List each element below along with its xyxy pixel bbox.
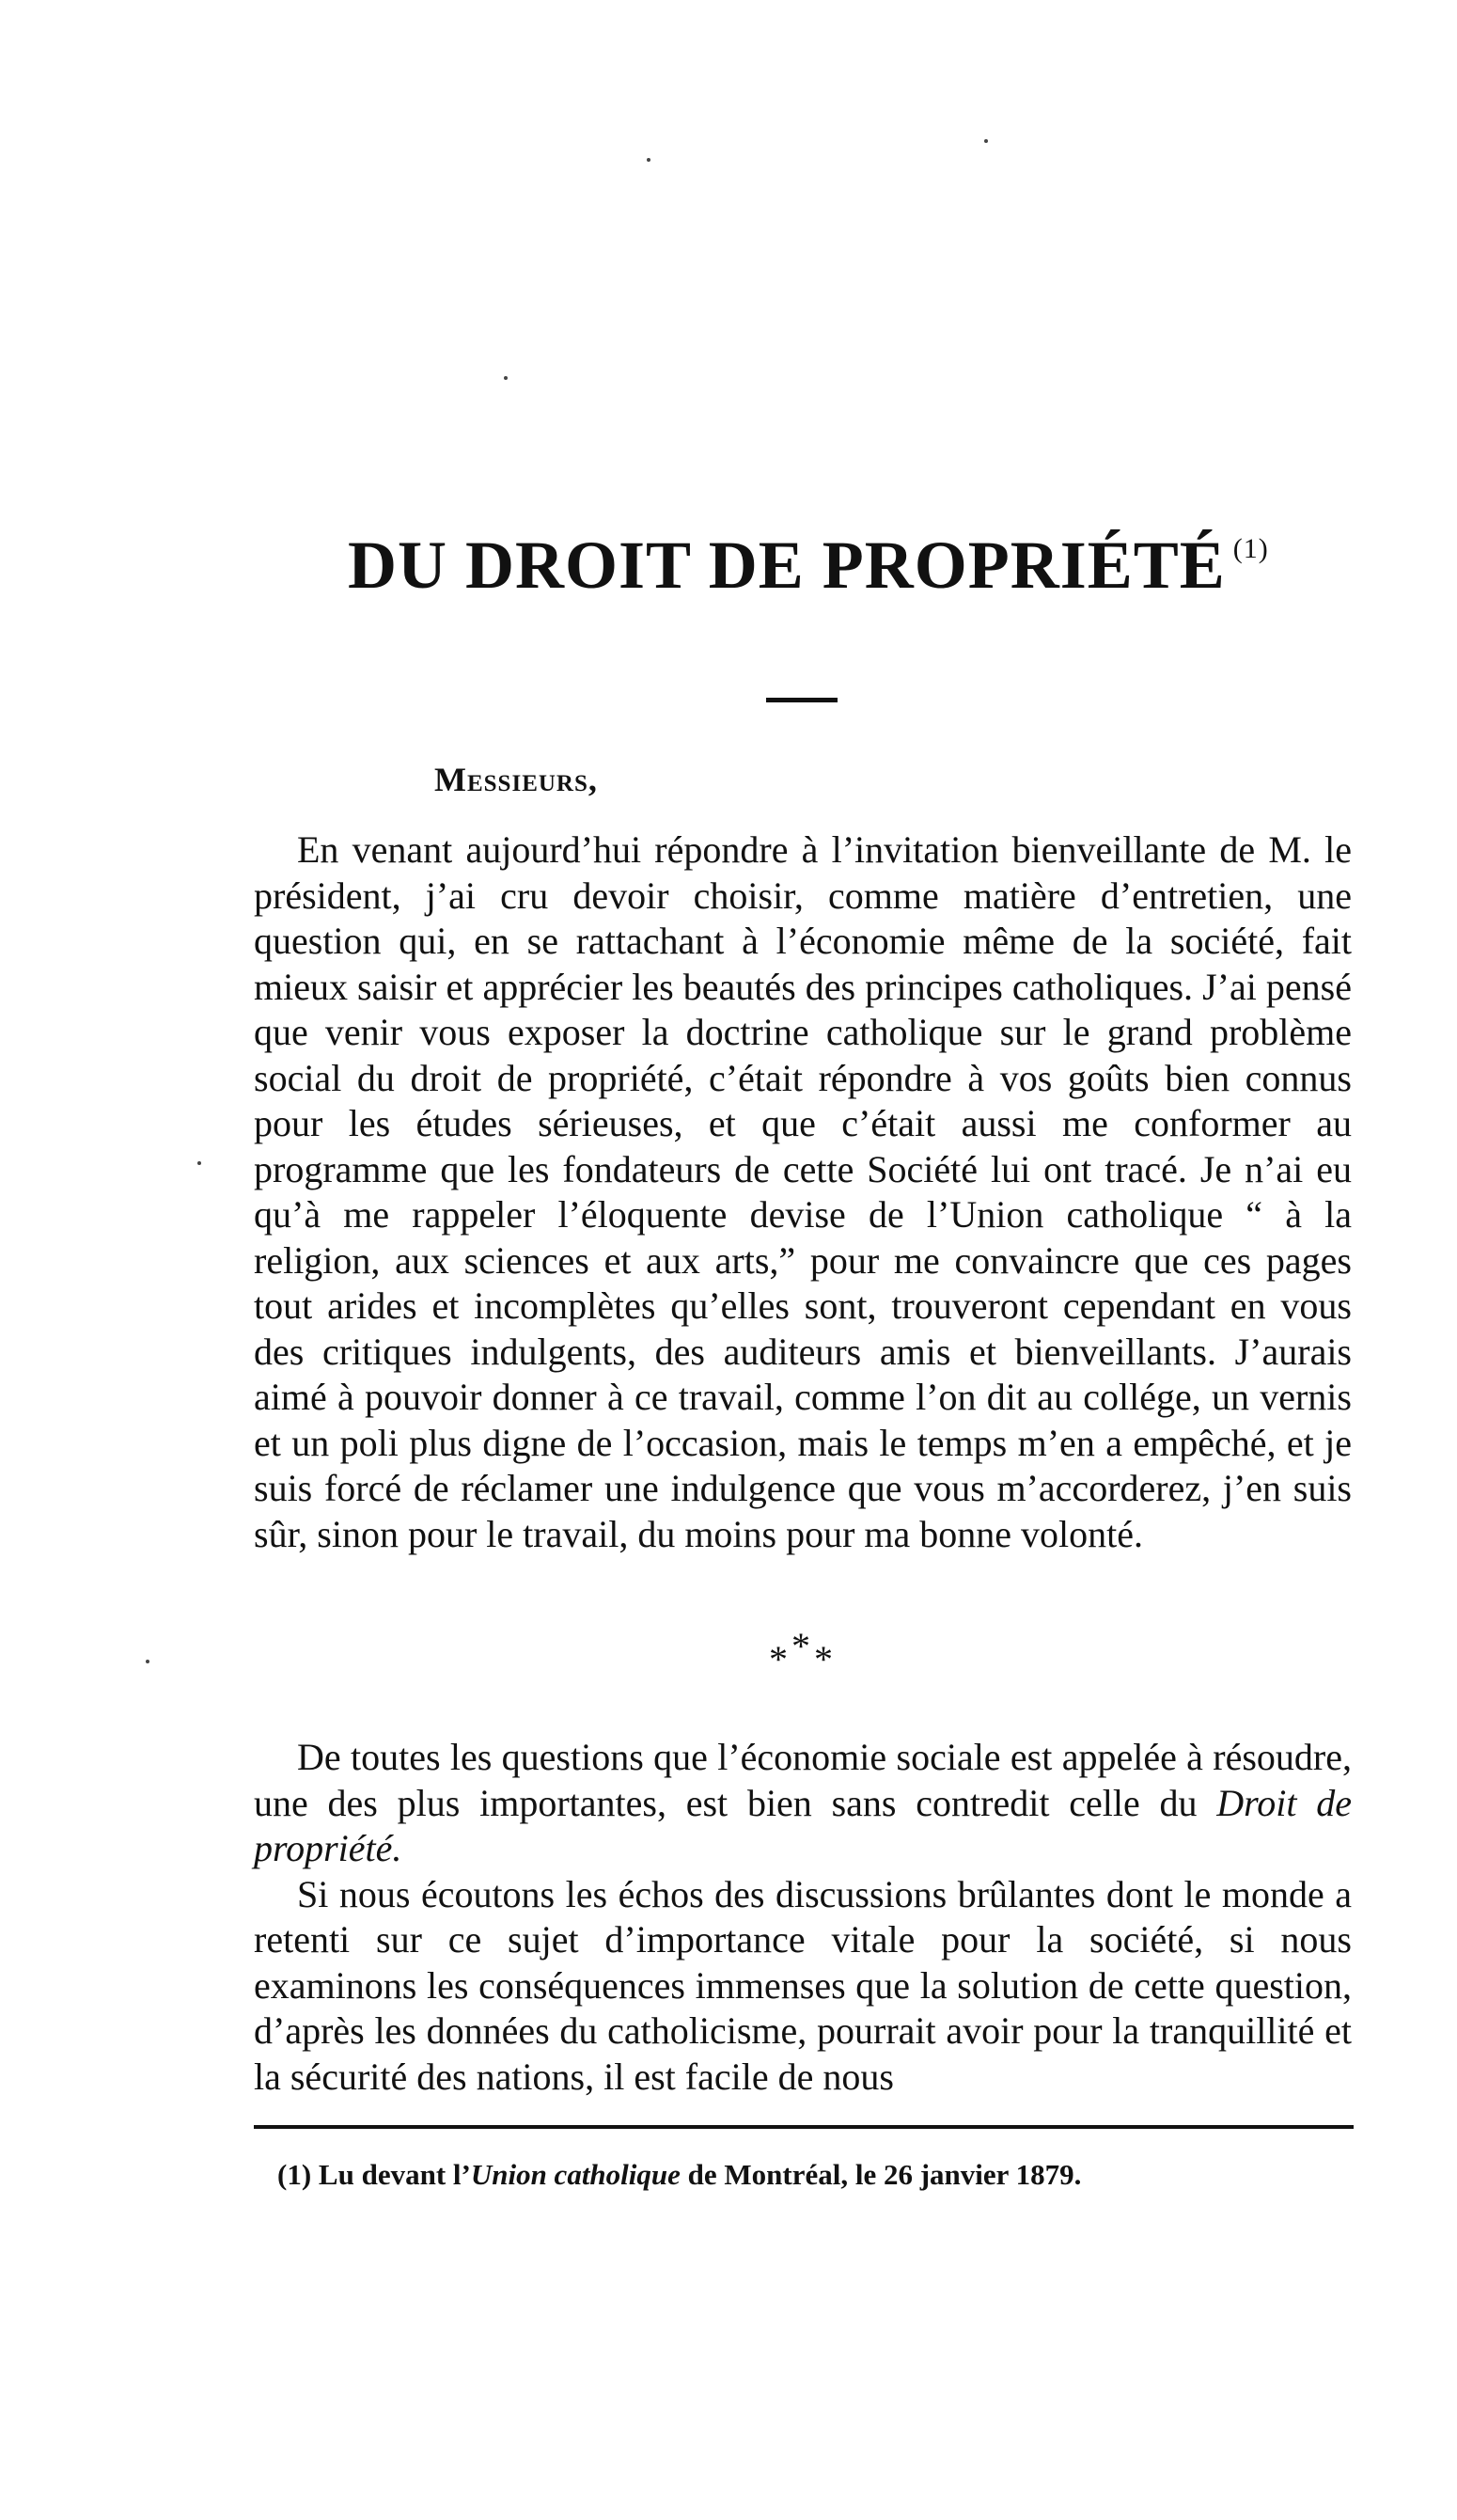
footnote-italic: Union catholique <box>470 2158 681 2191</box>
asterism-star-left: * <box>769 1638 791 1680</box>
paragraph-2-italic: Droit de propriété. <box>254 1781 1352 1869</box>
asterism-divider <box>769 1625 837 1680</box>
footnote-divider <box>254 2125 1354 2129</box>
paragraph-1: En venant aujourd’hui répondre à l’invitation bienveillante de M. le président, j’ai cru devoir choisir, comme matière d’entretien, une question qui, en se rattachant à l’économie même de la société, fait mieux saisir et apprécier les beautés des principes catholiques. J’ai pensé que venir vous exposer la doctrine catholique sur le grand problème social du droit de propriété, c’était répondre à vos goûts bien connus pour les études sérieuses, et que c’était aussi me conformer au programme que les fondateurs de cette Société lui ont tracé. Je n’ai eu qu’à me rappeler l’éloquente devise de l’Union catholique “ à la religion, aux sciences et aux arts,” pour me convaincre que ces pages tout arides et incomplètes qu’elles sont, trouveront cependant en vous des critiques indulgents, des auditeurs amis et bienveillants. J’aurais aimé à pouvoir donner à ce travail, comme l’on dit au collége, un vernis et un poli plus digne de l’occasion, mais le temps m’en a empêché, et je suis forcé de réclamer une indulgence que vous m’accorderez, j’en suis sûr, sinon pour le travail, du moins pour ma bonne volonté. <box>254 828 1352 1555</box>
salutation: Messieurs, <box>434 761 598 798</box>
print-speck <box>504 376 508 380</box>
paragraph-2 <box>254 1735 1352 1872</box>
print-speck <box>984 139 988 143</box>
footnote <box>277 2158 1349 2192</box>
print-speck <box>197 1161 201 1165</box>
paragraph-2-text: De toutes les questions que l’économie sociale est appelée à résoudre, une des plus importantes, est bien sans contredit celle du <box>254 1736 1352 1824</box>
section-1 <box>254 827 1352 1557</box>
footnote-text-before: Lu devant l’ <box>318 2158 471 2191</box>
footnote-text-after: de Montréal, le 26 janvier 1879. <box>680 2158 1082 2191</box>
page-title <box>348 527 1288 605</box>
paragraph-3: Si nous écoutons les échos des discussions brûlantes dont le monde a retenti sur ce sujet d’importance vitale pour la société, si nous examinons les conséquences immenses que la solution de cette question, d’après les données du catholicisme, pourrait avoir pour la tranquillité et la sécurité des nations, il est facile de nous <box>254 1872 1352 2098</box>
asterism-star-middle: * <box>791 1625 814 1667</box>
title-divider <box>766 698 838 702</box>
print-speck <box>146 1660 149 1663</box>
asterism-star-right: * <box>814 1638 837 1680</box>
title-text: DU DROIT DE PROPRIÉTÉ <box>348 528 1226 603</box>
print-speck <box>647 158 650 162</box>
footnote-marker: (1) <box>277 2158 312 2191</box>
title-footnote-ref: (1) <box>1232 533 1269 564</box>
section-2 <box>254 1735 1352 2100</box>
